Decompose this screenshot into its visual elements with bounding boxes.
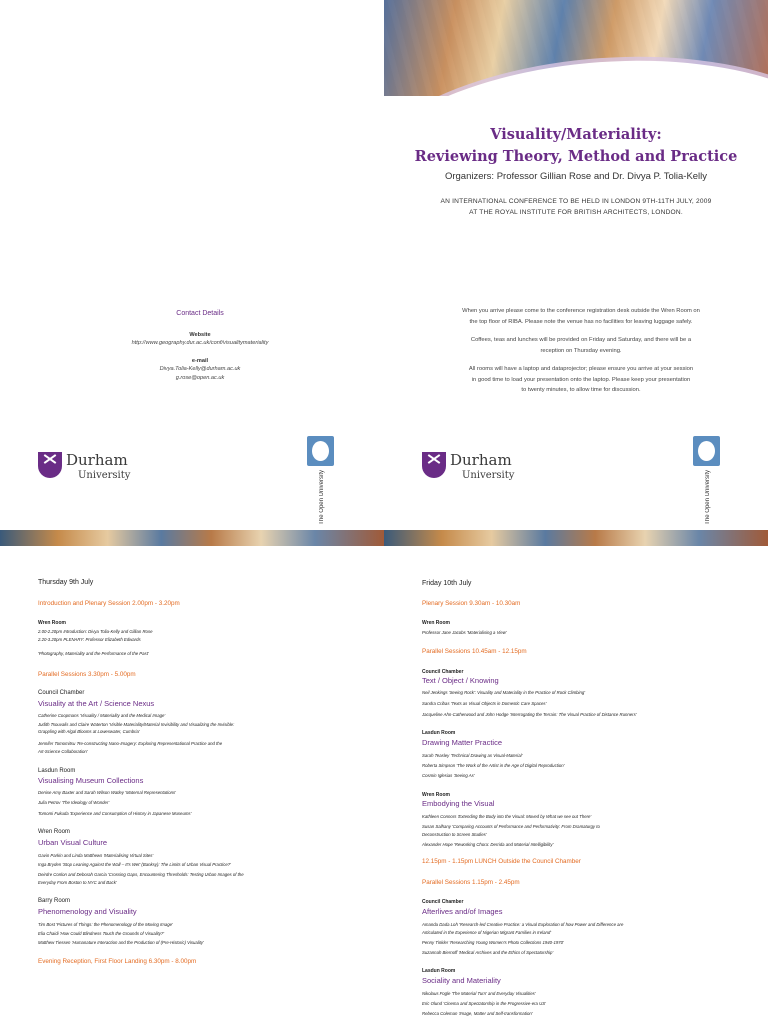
thursday-intro-talk-1: 2.00-2.20pm Introduction: Divya Tolia-Kelly and Gillian Rose: [38, 629, 153, 634]
thursday-b2-talk-1: Denise Amy Baxter and Sarah Wilson Watley 'Maternal Representations': [38, 790, 176, 795]
open-university-icon: [307, 436, 334, 466]
thursday-b1-track: Visuality at the Art / Science Nexus: [38, 699, 155, 708]
thursday-day-heading: Thursday 9th July: [38, 579, 94, 586]
conference-title-line2: Reviewing Theory, Method and Practice: [414, 148, 738, 165]
thursday-intro-session: Introduction and Plenary Session 2.00pm - 3.20pm: [38, 600, 180, 607]
thursday-evening-reception: Evening Reception, First Floor Landing 6.30pm - 8.00pm: [38, 958, 197, 965]
thursday-b1-room: Council Chamber: [38, 690, 85, 696]
durham-shield-icon: [38, 452, 62, 478]
friday-parallel-session-1: Parallel Sessions 10.45am - 12.15pm: [422, 648, 527, 655]
note-registration-2: the top floor of RIBA. Please note the venue has no facilities for leaving luggage safely.: [469, 318, 693, 325]
friday-c3-track: Embodying the Visual: [422, 799, 495, 808]
website-label: Website: [189, 331, 211, 338]
conference-title-line1: Visuality/Materiality:: [490, 126, 662, 143]
durham-shield-icon: [422, 452, 446, 478]
thursday-b3-talk-3a: Deirdre Conlon and Deborah Garcia 'Crossing Gaps, Encountering Thresholds: Testing Urban Images of the: [38, 872, 244, 877]
thursday-b4-talk-3: Matthew Tiessen 'Humanature Interaction and the Production of (Pre-Historic) Visuality': [38, 940, 204, 945]
durham-logo-right: [422, 446, 532, 490]
website-link[interactable]: http://www.geography.dur.ac.uk/conf/visualitymateriality: [131, 340, 269, 346]
open-university-logo: [307, 436, 335, 525]
thursday-intro-room: Wren Room: [38, 620, 66, 626]
thursday-b1-talk-3a: Jennifer Tomomitsu 'Re-constructing Nano-Imagery: Exploring Representational Practice and the: [38, 741, 223, 746]
friday-d1-talk-1b: Articulated in the Experience of Nigerian Migrant Families in Ireland': [422, 930, 552, 935]
open-university-name: The Open University: [319, 470, 325, 525]
durham-university-word: University: [462, 470, 515, 481]
friday-lunch: 12.15pm - 1.15pm LUNCH Outside the Council Chamber: [422, 858, 581, 865]
durham-logo: [38, 446, 148, 490]
open-university-icon: [693, 436, 720, 466]
friday-day-heading: Friday 10th July: [422, 580, 472, 587]
friday-c3-talk-2a: Susan Salhany 'Comparing Accounts of Performance and Performativity: From Dramaturgy to: [422, 824, 600, 829]
note-presentation-3: to twenty minutes, to allow time for discussion.: [521, 387, 641, 393]
thursday-b4-track: Phenomenology and Visuality: [38, 907, 137, 916]
note-catering-2: reception on Thursday evening.: [540, 347, 622, 354]
friday-c1-talk-3: Jacqueline Ahn-Catherwood and John Hodge 'Interrogating the Terrain: The Visual Practice of Distance Runners': [422, 712, 637, 717]
thursday-b2-talk-3: Tomomi Fukuda 'Experience and Consumption of History in Japanese Museums': [38, 811, 192, 816]
friday-c3-talk-2b: Deconstruction to Screen Studies': [422, 832, 487, 837]
friday-c3-talk-3: Alexander Hope 'Reworking Chora: Derrida and Material Intelligibility': [422, 842, 554, 847]
thursday-intro-talk-2: 2.20-3.20pm PLENARY: Professor Elizabeth Edwards: [38, 637, 141, 642]
thursday-b2-room: Lasdun Room: [38, 768, 76, 774]
friday-c3-room: Wren Room: [422, 792, 450, 798]
thursday-b2-track: Visualising Museum Collections: [38, 776, 144, 785]
friday-d1-talk-3: Suzannah Biernoff 'Medical Archives and the Ethics of Spectatorship': [422, 950, 554, 955]
friday-parallel-session-2: Parallel Sessions 1.15pm - 2.45pm: [422, 879, 520, 886]
friday-c3-talk-1: Kathleen Connors 'Extending the Body into the Visual: Moved by What we see out There': [422, 814, 592, 819]
friday-c2-talk-1: Sarah Teasley 'Technical Drawing as Visual-Material': [422, 753, 523, 758]
friday-c1-track: Text / Object / Knowing: [422, 676, 499, 685]
contact-details: [40, 310, 360, 382]
durham-name: Durham: [450, 451, 512, 469]
durham-name: Durham: [66, 451, 128, 469]
note-catering-1: Coffees, teas and lunches will be provided on Friday and Saturday, and there will be a: [470, 337, 692, 343]
thursday-intro-talk-3: 'Photography, Materiality and the Performance of the Past': [38, 651, 149, 656]
thursday-b1-talk-2b: Grappling with Algal Blooms at Loweswater, Cumbria': [38, 729, 140, 734]
email-label: e-mail: [191, 357, 209, 364]
open-university-logo-right: [693, 436, 721, 525]
friday-d2-talk-3: Rebecca Coleman 'Image, Matter and Self-transformation': [422, 1011, 533, 1016]
friday-d2-talk-1: Nikolaus Fogle 'The Material Turn' and Everyday Visualities': [422, 991, 536, 996]
note-presentation-1: All rooms will have a laptop and dataprojector; please ensure you arrive at your session: [468, 366, 694, 372]
thursday-b3-track: Urban Visual Culture: [38, 838, 108, 847]
friday-c2-talk-2: Roberta Simpson 'The Work of the Artist in the Age of Digital Reproduction': [422, 763, 565, 768]
thursday-b3-talk-3b: Everyday From Boston to NYC and Back': [38, 880, 117, 885]
thursday-b1-talk-2a: Judith Tsouvalis and Claire Waterton 'Visible Materiality/Material Invisibility and Visualizing the Invisible:: [38, 722, 235, 727]
friday-d1-talk-1a: Amanda Dada Loh 'Research-led Creative Practice: a Visual Exploration of how Power and Difference are: [422, 922, 624, 927]
conference-line2: AT THE ROYAL INSTITUTE FOR BRITISH ARCHITECTS, LONDON.: [469, 209, 683, 216]
friday-d2-talk-2: Eric Olund 'Cinema and Spectatorship in the Progressive-era US': [422, 1001, 546, 1006]
thursday-b3-room: Wren Room: [38, 829, 70, 835]
painting-strip-left: [0, 530, 384, 546]
friday-d1-talk-2: Penny Tinkler 'Researching Young Women's Photo Collections 1940-1970': [422, 940, 564, 945]
friday-d1-track: Afterlives and/of Images: [422, 907, 503, 916]
friday-plenary-talk: Professor Jane Jacobs 'Materialising a View': [422, 630, 507, 635]
email-link-1[interactable]: Divya.Tolia-Kelly@durham.ac.uk: [159, 366, 241, 372]
friday-c1-talk-2: Sandra Cribas 'Texts as Visual Objects in Domestic Care Spaces': [422, 701, 547, 706]
friday-plenary-room: Wren Room: [422, 620, 450, 626]
friday-c1-room: Council Chamber: [422, 669, 464, 675]
durham-university-word: University: [78, 470, 131, 481]
organizers: Organizers: Professor Gillian Rose and Dr. Divya P. Tolia-Kelly: [444, 171, 708, 182]
email-link-2[interactable]: g.rose@open.ac.uk: [175, 374, 225, 381]
note-presentation-2: in good time to load your presentation onto the laptop. Please keep your presentation: [471, 376, 691, 383]
friday-d1-room: Council Chamber: [422, 899, 464, 905]
friday-c2-talk-3: Cosmin Iglesias 'Seeing As': [422, 773, 475, 778]
friday-d2-room: Lasdun Room: [422, 968, 456, 974]
thursday-b1-talk-1: Catherine Coopmans 'Visuality / Materiality and the Medical Image': [38, 713, 166, 718]
thursday-b4-talk-1: Tim Bost 'Pictures of Things: the Phenomenology of the Moving Image': [38, 922, 173, 927]
thursday-b2-talk-2: Julia Petrov 'The Ideology of Wonder': [38, 800, 110, 805]
friday-c2-room: Lasdun Room: [422, 730, 456, 736]
friday-c2-track: Drawing Matter Practice: [422, 738, 503, 747]
thursday-b3-talk-1: Gavin Parkin and Linda Matthews 'Materialising Virtual Sites': [38, 853, 154, 858]
friday-c1-talk-1: Neil Jenkings 'Seeing Rock': Visuality and Materiality in the Practice of Rock Climbing': [422, 690, 586, 695]
thursday-b1-talk-3b: Art-Science Collaboration': [38, 749, 88, 754]
attendee-notes: [420, 306, 742, 404]
conference-line1: AN INTERNATIONAL CONFERENCE TO BE HELD IN LONDON 9TH-11TH JULY, 2009: [440, 198, 712, 205]
friday-plenary-session: Plenary Session 9.30am - 10.30am: [422, 600, 521, 607]
painting-strip-right: [384, 530, 768, 546]
contact-heading: Contact Details: [176, 310, 224, 317]
thursday-parallel-session: Parallel Sessions 3.30pm - 5.00pm: [38, 671, 136, 678]
painting-banner: [384, 0, 768, 96]
open-university-name: The Open University: [705, 470, 711, 525]
thursday-b3-talk-2: Inga Bryden 'Stop Leaning Against the Wall – It's Wet' (Banksy): The Limits of Urban Visual Practice?': [38, 862, 231, 867]
friday-d2-track: Sociality and Materiality: [422, 976, 501, 985]
thursday-b4-room: Barry Room: [38, 898, 71, 904]
note-registration-1: When you arrive please come to the conference registration desk outside the Wren Room on: [462, 308, 700, 314]
thursday-b4-talk-2: Elia Chaidi 'How Could Blindness Touch the Grounds of Visuality?': [38, 931, 165, 936]
